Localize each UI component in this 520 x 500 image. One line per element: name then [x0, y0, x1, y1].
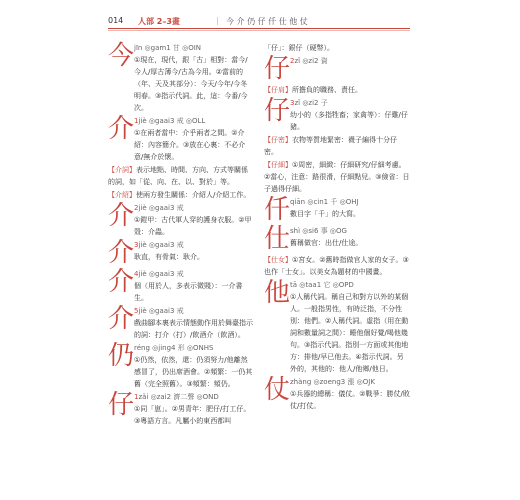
compound-entry: [264, 159, 410, 195]
pronunciation: [134, 115, 254, 127]
pronunciation-text: jiè ◎gaai3 戒 ◎OLL: [138, 117, 206, 125]
header-rule: [108, 28, 410, 29]
headword: 介: [108, 267, 135, 297]
dictionary-entry: [108, 42, 254, 114]
definition: 幼小的（多指牲畜；家禽等）：仔雞/仔豬。: [290, 111, 408, 131]
header-separator: |: [216, 16, 219, 25]
headword: 仔: [264, 96, 291, 126]
pronunciation: [134, 268, 254, 280]
pronunciation: [290, 376, 410, 388]
pronunciation-text: jiè ◎gaai3 戒: [138, 270, 184, 278]
definition: ①同「崽」。②男青年：肥仔/打工仔。③粵語方言。凡屬小的東西都叫: [134, 405, 251, 425]
definition: ①鎧甲：古代軍人穿的護身衣服。②甲殼：介蟲。: [134, 216, 252, 236]
continuation-line: 「仔」：銀仔（硬幣）。: [264, 44, 334, 52]
definition: 個（用於人，多表示微賤）：一介書生。: [134, 282, 243, 302]
header-characters: 今 介 仍 仔 仟 仕 他 仗: [226, 17, 308, 26]
compound-term: 【介紹】: [108, 191, 136, 199]
headword: 仔: [108, 390, 135, 420]
compound-term: 【介詞】: [108, 166, 136, 174]
pronunciation: [290, 97, 410, 109]
pronunciation-text: zǎi ◎zai2 濟二聲 ◎OND: [138, 393, 219, 401]
dictionary-entry: [264, 376, 410, 412]
compound-entry: [264, 84, 410, 96]
headword: 仟: [264, 195, 291, 225]
dictionary-entry: [264, 55, 410, 83]
sense-number: 3: [290, 99, 295, 107]
headword: 今: [108, 41, 135, 71]
pronunciation-text: tā ◎taa1 它 ◎OPD: [290, 281, 354, 289]
dictionary-entry: [264, 225, 410, 253]
pronunciation: [290, 279, 410, 291]
sense-number: 3: [134, 241, 139, 249]
page-header: [108, 14, 410, 28]
pronunciation-text: jiè ◎gaai3 戒: [138, 307, 184, 315]
headword: 介: [108, 304, 135, 334]
pronunciation: [134, 305, 254, 317]
sense-number: 2: [134, 204, 139, 212]
left-column: [108, 42, 254, 428]
pronunciation: [290, 55, 410, 67]
definition: 耿直，有骨氣：耿介。: [134, 253, 204, 261]
definition: ①仍然，依然，還：仍須努力/他離然感冒了，仍出席酒會。②頻繁：一仍其舊（完全照舊）。③頻繁：頻仍。: [134, 356, 253, 388]
sense-number: 2: [290, 57, 295, 65]
dictionary-entry: [264, 196, 410, 224]
dictionary-entry: [264, 97, 410, 133]
pronunciation-text: jīn ◎gam1 甘 ◎OIN: [134, 44, 202, 52]
definition: ①兵器的總稱：儀仗。②戰爭：勝仗/敗仗/打仗。: [290, 390, 410, 410]
pronunciation: [290, 196, 410, 208]
pronunciation: [134, 239, 254, 251]
compound-term: 【仔肩】: [264, 86, 292, 94]
definition: 戲曲腳本裏表示情態動作用於舞臺指示的詞：打介（打）/飲酒介（飲酒）。: [134, 319, 253, 339]
pronunciation-text: jiè ◎gaai3 戒: [138, 241, 184, 249]
compound-entry: [108, 189, 254, 201]
compound-definition: 使兩方發生關係：介紹人/介紹工作。: [136, 191, 251, 199]
header-rule-thin: [108, 30, 410, 31]
headword: 仗: [264, 375, 291, 405]
dictionary-entry: [108, 115, 254, 163]
headword: 介: [108, 201, 135, 231]
headword: 介: [108, 114, 135, 144]
compound-term: 【仔密】: [264, 136, 292, 144]
compound-definition: ①宮女。②舊時指做官人家的女子。③也作「士女」。以美女為題材的中國畫。: [264, 256, 409, 276]
dictionary-entry: [108, 268, 254, 304]
compound-term: 【仔細】: [264, 161, 292, 169]
definition: 數目字「千」的大寫。: [290, 210, 360, 218]
headword: 仍: [108, 341, 135, 371]
dictionary-entry: [108, 202, 254, 238]
compound-term: 【仕女】: [264, 256, 292, 264]
dictionary-entry: [108, 391, 254, 427]
compound-definition: 衣物等質地緊密：襪子編得十分仔密。: [264, 136, 397, 156]
pronunciation-text: zhàng ◎zoeng3 漲 ◎OJK: [290, 378, 375, 386]
definition: ①現在，現代，跟「古」相對：當今/今人/厚古薄今/古為今用。②當前的（年、天及其部分）：今天/今年/今冬明春。③指示代詞。此，這：今番/今次。: [134, 56, 248, 112]
compound-definition: 表示地點、時間、方向、方式等關係的詞，如「從、向、在、以、對於」等。: [108, 166, 248, 186]
compound-definition: ①周密，細緻：仔細研究/仔細考慮。②當心，注意：路很滑，仔細點兒。③儉省：日子過得仔細。: [264, 161, 410, 193]
pronunciation-text: jiè ◎gaai3 戒: [138, 204, 184, 212]
pronunciation-text: réng ◎jing4 形 ◎ONHS: [134, 344, 214, 352]
sense-number: 5: [134, 307, 139, 315]
pronunciation-text: shì ◎si6 事 ◎OG: [290, 227, 347, 235]
sense-number: 1: [134, 393, 139, 401]
pronunciation-text: zǐ ◎zi2 資: [294, 57, 328, 65]
sense-number: 1: [134, 117, 139, 125]
compound-entry: [264, 134, 410, 158]
headword: 他: [264, 278, 291, 308]
right-column: [264, 42, 410, 413]
headword: 仕: [264, 224, 291, 254]
headword: 仔: [264, 54, 291, 84]
compound-entry: [264, 254, 410, 278]
sense-number: 4: [134, 270, 139, 278]
dictionary-entry: [108, 305, 254, 341]
pronunciation: [134, 391, 254, 403]
definition: ①在兩者當中：介乎兩者之間。②介紹：內容簡介。③放在心裏：不必介意/無介於懷。: [134, 129, 246, 161]
pronunciation-text: zǐ ◎zi2 子: [294, 99, 328, 107]
pronunciation: [290, 225, 410, 237]
pronunciation: [134, 42, 254, 54]
dictionary-entry: [108, 239, 254, 267]
headword: 介: [108, 238, 135, 268]
compound-entry: [108, 164, 254, 188]
page-number: 014: [108, 16, 124, 25]
pronunciation: [134, 202, 254, 214]
dictionary-entry: [108, 342, 254, 390]
dictionary-entry: [264, 279, 410, 375]
pronunciation: [134, 342, 254, 354]
compound-definition: 所擔負的職務、責任。: [292, 86, 362, 94]
continuation-text: [264, 42, 410, 54]
pronunciation-text: qiān ◎cin1 千 ◎OHJ: [290, 198, 359, 206]
radical-label: 人部 2–3畫: [138, 17, 180, 26]
definition: ①人稱代詞。稱自己和對方以外的某個人。一般指男性，有時泛指，不分性別：他們。②人稱代詞。虛指（用在動詞和數量詞之間）：睡他個好覺/喝他幾句。③指示代詞。指別一方面或其他地方：排他/早已他去。④指示代詞。另外的，其他的：他人/他鄉/他日。: [290, 293, 409, 373]
definition: 舊稱做官：出仕/仕途。: [290, 239, 363, 247]
